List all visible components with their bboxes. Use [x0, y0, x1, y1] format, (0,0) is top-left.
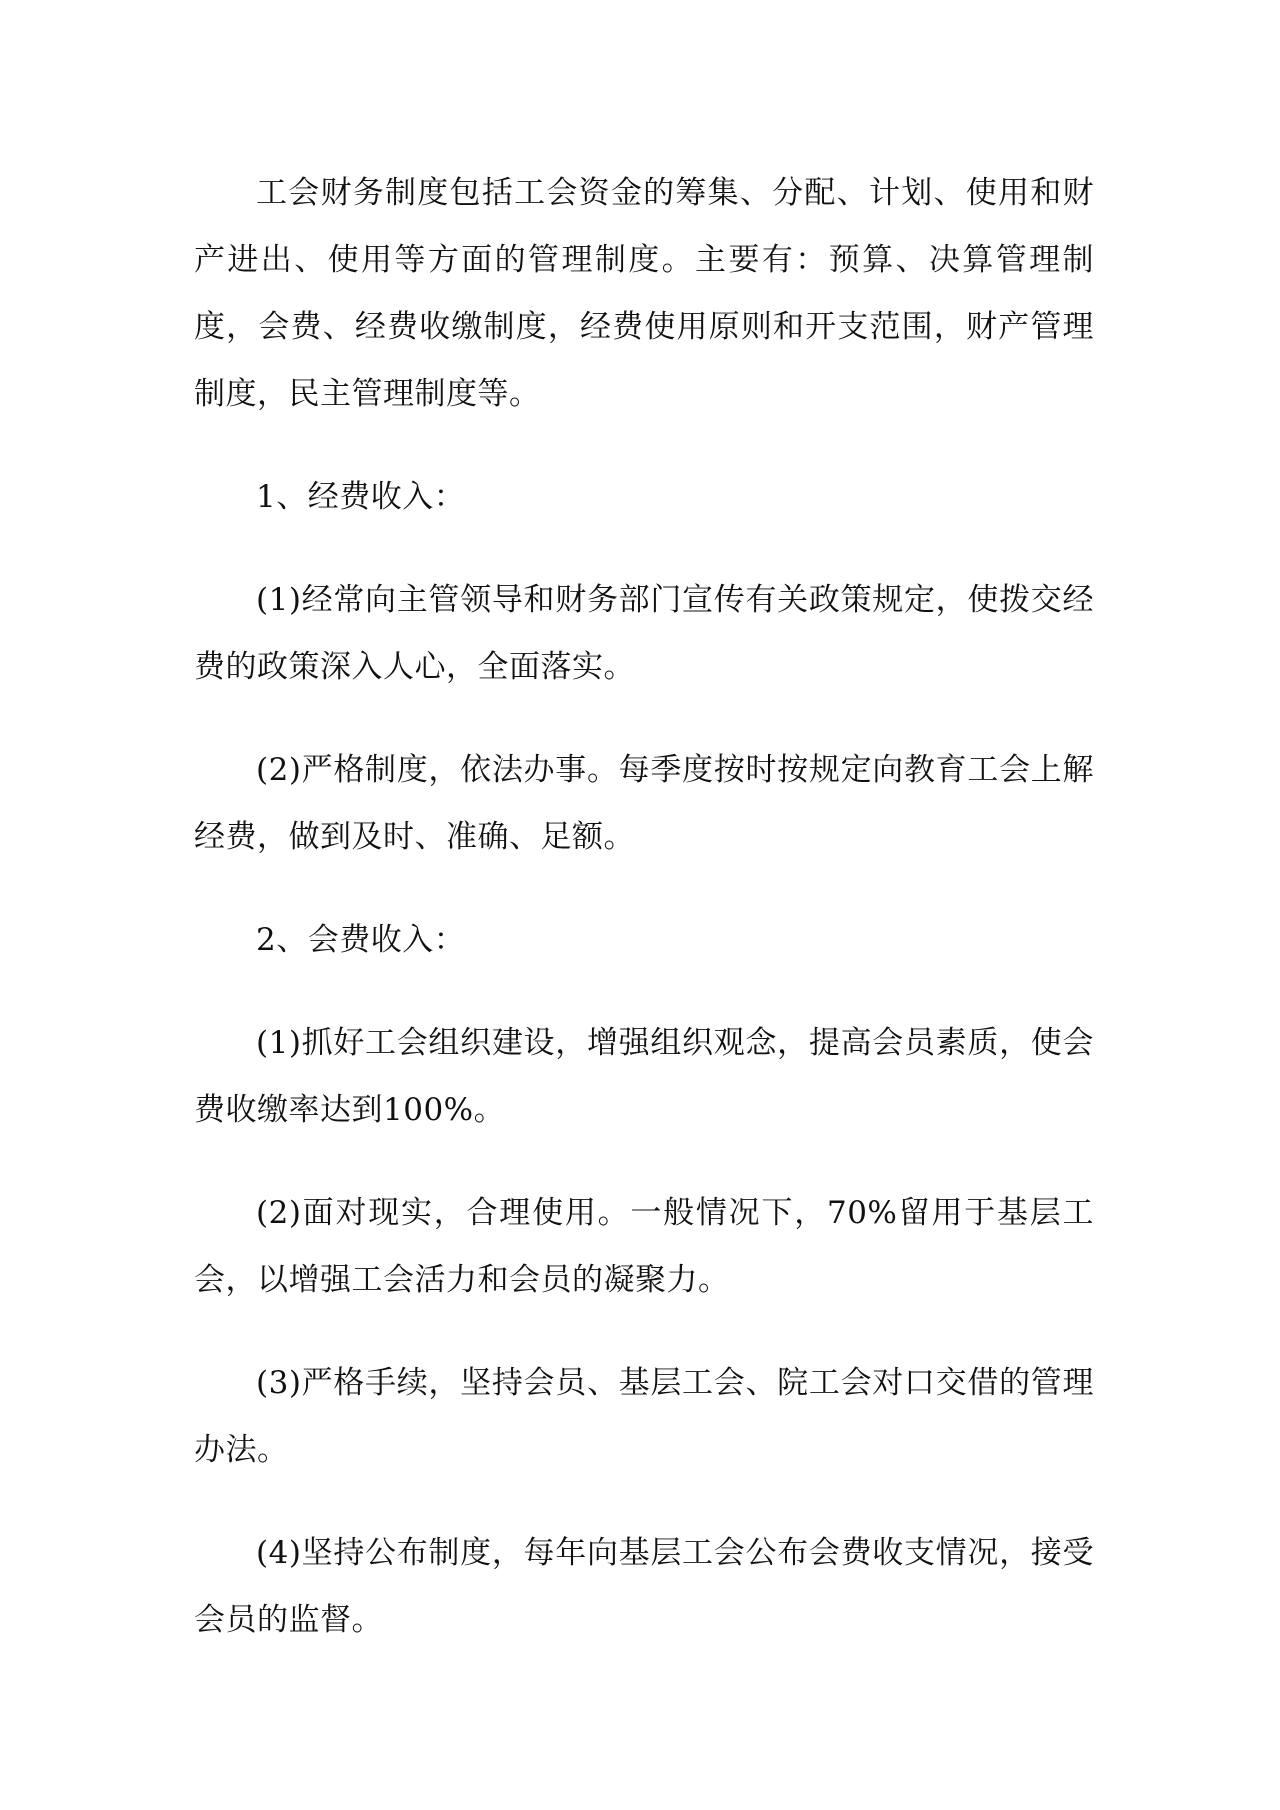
dues-item-2: (2)面对现实，合理使用。一般情况下，70%留用于基层工会，以增强工会活力和会员的凝聚力。 — [194, 1195, 1094, 1298]
intro-paragraph: 工会财务制度包括工会资金的筹集、分配、计划、使用和财产进出、使用等方面的管理制度。主要有：预算、决算管理制度，会费、经费收缴制度，经费使用原则和开支范围，财产管理制度，民主管理制度等。 — [194, 175, 1094, 412]
funding-item-2: (2)严格制度，依法办事。每季度按时按规定向教育工会上解经费，做到及时、准确、足额。 — [194, 752, 1094, 855]
section-heading-dues-income: 2、会费收入： — [256, 922, 466, 958]
dues-item-3: (3)严格手续，坚持会员、基层工会、院工会对口交借的管理办法。 — [194, 1365, 1094, 1468]
dues-item-4: (4)坚持公布制度，每年向基层工会公布会费收支情况，接受会员的监督。 — [194, 1535, 1094, 1638]
dues-item-1: (1)抓好工会组织建设，增强组织观念，提高会员素质，使会费收缴率达到100%。 — [194, 1025, 1094, 1128]
funding-item-1: (1)经常向主管领导和财务部门宣传有关政策规定，使拨交经费的政策深入人心，全面落实。 — [194, 582, 1094, 685]
document-body — [194, 160, 1094, 1690]
section-heading-funding-income: 1、经费收入： — [256, 479, 466, 515]
